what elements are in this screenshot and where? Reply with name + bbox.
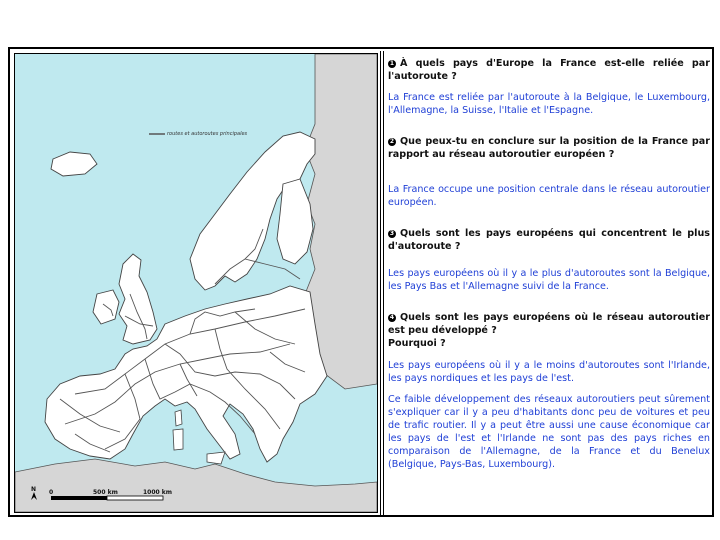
answer-2: La France occupe une position centrale dans le réseau autoroutier européen.	[388, 184, 710, 208]
question-number-2: 2	[389, 138, 395, 145]
legend-text: routes et autoroutes principales	[167, 131, 248, 137]
scale-label-1000: 1000 km	[143, 489, 173, 496]
scale-label-500: 500 km	[93, 489, 118, 496]
question-1-text: À quels pays d'Europe la France est-elle reliée par l'autoroute ?	[388, 58, 710, 82]
question-3-text: Quels sont les pays européens qui concentrent le plus d'autoroute ?	[388, 228, 710, 252]
scale-bar-segment-1	[51, 496, 107, 500]
question-1	[388, 57, 710, 83]
north-label: N	[31, 486, 37, 493]
question-4-text: Quels sont les pays européens où le réseau autoroutier est peu développé ?	[388, 312, 710, 336]
worksheet	[8, 47, 714, 517]
scale-bar-segment-2	[107, 496, 163, 500]
question-4	[388, 311, 710, 337]
question-number-3: 3	[389, 230, 395, 237]
sardinia	[173, 429, 183, 450]
question-2	[388, 135, 710, 161]
question-number-4: 4	[389, 314, 395, 321]
column-divider	[380, 51, 384, 515]
answer-4-explanation: Ce faible développement des réseaux autoroutiers peut sûrement s'expliquer car il y a peu d'habitants donc peu de voitures et peu de trafic routier. Il y a peut être aussi une cause économique car les pays de l'est et l'Irlande ne sont pas des pays riches en comparaison de l'Allemagne, de la France et du Benelux (Belgique, Pays-Bas, Luxembourg).	[388, 394, 710, 470]
question-2-text: Que peux-tu en conclure sur la position de la France par rapport au réseau autoroutier européen ?	[388, 136, 710, 160]
questions-panel	[388, 55, 710, 513]
answer-1: La France est reliée par l'autoroute à la Belgique, le Luxembourg, l'Allemagne, la Suisse, l'Italie et l'Espagne.	[388, 92, 710, 116]
answer-3: Les pays européens où il y a le plus d'autoroutes sont la Belgique, les Pays Bas et l'Allemagne suivi de la France.	[388, 268, 710, 292]
europe-motorway-map	[14, 53, 378, 513]
question-number-1: 1	[389, 60, 395, 67]
question-4-why: Pourquoi ?	[388, 338, 446, 349]
question-3	[388, 227, 710, 253]
map-svg	[15, 54, 377, 512]
answer-4: Les pays européens où il y a le moins d'autoroutes sont l'Irlande, les pays nordiques et les pays de l'est.	[388, 360, 710, 384]
scale-label-0: 0	[49, 489, 54, 496]
corsica	[175, 410, 182, 426]
